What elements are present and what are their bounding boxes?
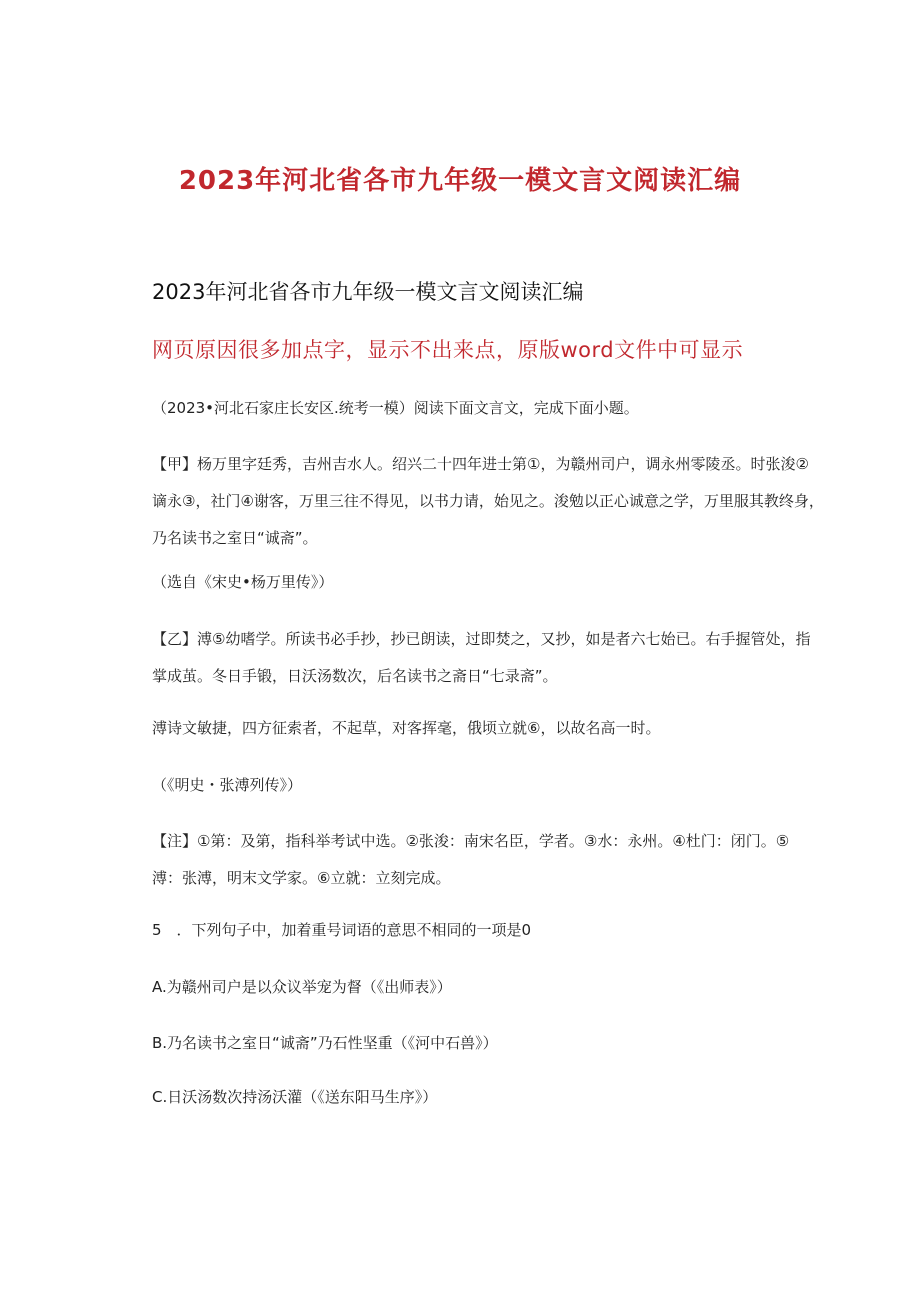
- passage-jia-source: （选自《宋史•杨万里传》）: [152, 573, 334, 591]
- passage-yi: [152, 629, 842, 686]
- passage-yi-line: 【乙】溥⑤幼嗜学。所读书必手抄，抄已朗读，过即焚之，又抄，如是者六七始已。右手握管处，指: [152, 630, 811, 648]
- passage-jia-line: 【甲】杨万里字廷秀，吉州吉水人。绍兴二十四年进士第①，为赣州司户，调永州零陵丞。时张浚②: [152, 455, 809, 473]
- document-title: 2023年河北省各市九年级一模文言文阅读汇编: [178, 166, 742, 196]
- passage-jia-line: 乃名读书之室日“诚斋”。: [152, 529, 318, 547]
- document-subtitle: 2023年河北省各市九年级一模文言文阅读汇编: [152, 280, 584, 304]
- passage-jia-line: 谪永③，社门④谢客，万里三往不得见，以书力请，始见之。浚勉以正心诚意之学，万里服其教终身，: [152, 492, 824, 510]
- passage-jia: [152, 454, 842, 548]
- source-line: （2023•河北石家庄长安区.统考一模）阅读下面文言文，完成下面小题。: [152, 399, 639, 417]
- passage-yi-line: 掌成茧。冬日手锻，日沃汤数次，后名读书之斋日“七录斋”。: [152, 667, 558, 685]
- option-c: C.日沃汤数次持汤沃灌（《送东阳马生序》）: [152, 1088, 438, 1106]
- passage-yi-source: （《明史・张溥列传》）: [152, 776, 303, 794]
- notes-block: [152, 831, 842, 888]
- option-b: B.乃名读书之室日“诚斋”乃石性坚重（《河中石兽》）: [152, 1034, 498, 1052]
- notes-line: 【注】①第：及第，指科举考试中选。②张浚：南宋名臣，学者。③水：永州。④杜门：闭门。⑤: [152, 832, 790, 850]
- notes-line: 溥：张溥，明末文学家。⑥立就：立刻完成。: [152, 869, 451, 887]
- option-a: A.为赣州司户是以众议举宠为督（《出师表》）: [152, 978, 452, 996]
- notice-text: 网页原因很多加点字，显示不出来点，原版word文件中可显示: [152, 338, 744, 362]
- question-5: 5 ．下列句子中，加着重号词语的意思不相同的一项是0: [152, 921, 532, 939]
- passage-yi-continued: 溥诗文敏捷，四方征索者，不起草，对客挥毫，俄顷立就⑥，以故名高一时。: [152, 719, 661, 737]
